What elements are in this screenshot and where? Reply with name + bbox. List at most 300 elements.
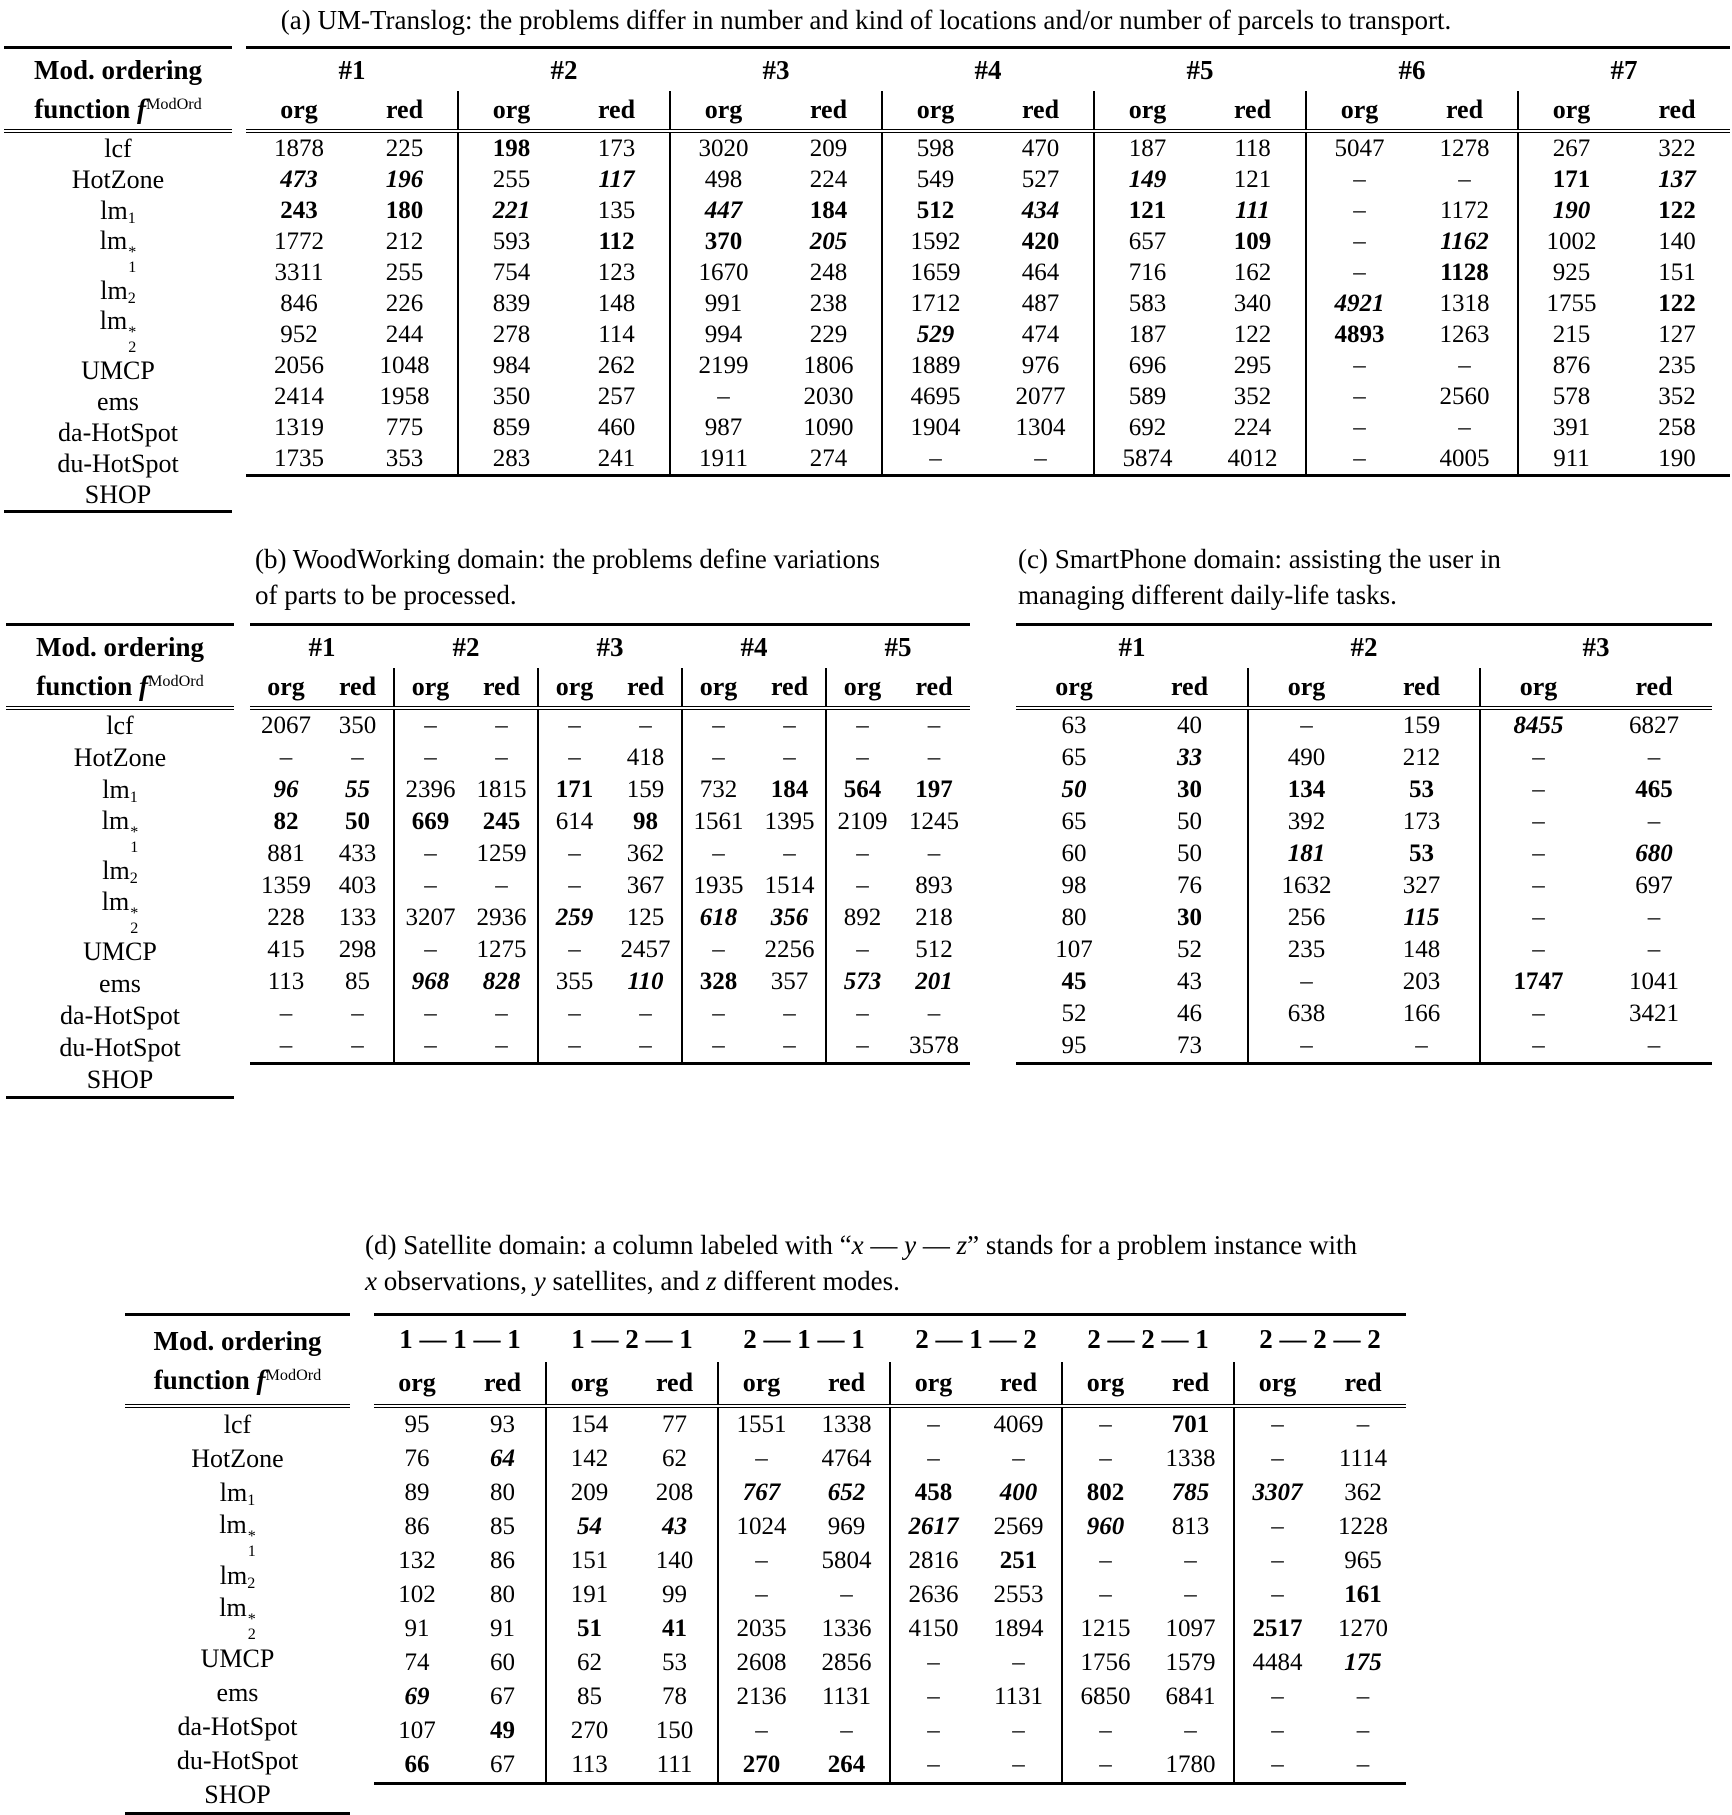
red-header: red	[776, 91, 882, 131]
row-label: ems	[99, 969, 141, 999]
value-cell: 1395	[764, 808, 815, 836]
value-cell: 41	[662, 1615, 687, 1643]
value-cell: 122	[1658, 196, 1696, 224]
dash-cell: –	[1596, 1030, 1712, 1064]
dash-cell: –	[1306, 257, 1412, 288]
dash-cell: –	[890, 1748, 976, 1784]
value-cell: 328	[682, 966, 754, 998]
dash-cell: –	[1480, 1030, 1596, 1064]
dash-cell: –	[1647, 808, 1661, 836]
dash-cell: –	[927, 712, 941, 740]
table-row	[374, 1442, 1406, 1476]
row-label: du-HotSpot	[59, 1033, 181, 1063]
value-cell: 114	[598, 320, 635, 348]
value-cell: 50	[1177, 808, 1202, 836]
value-cell: 813	[1171, 1513, 1210, 1541]
dash-cell: –	[1364, 1030, 1480, 1064]
value-cell: 1304	[1015, 413, 1066, 441]
value-cell: 732	[682, 774, 754, 806]
table-row	[1016, 998, 1712, 1030]
dash-cell: –	[394, 934, 466, 966]
value-cell: 638	[1248, 998, 1364, 1030]
table-row	[246, 226, 1730, 257]
dash-cell: –	[1356, 1411, 1370, 1439]
value-cell: 184	[809, 196, 848, 224]
dash-cell: –	[1356, 1683, 1370, 1711]
value-cell: 53	[1409, 776, 1434, 804]
dash-cell: –	[538, 998, 610, 1030]
dash-cell: –	[670, 381, 776, 412]
value-cell: 589	[1094, 381, 1200, 412]
value-cell: 2199	[670, 350, 776, 381]
value-cell: 208	[655, 1479, 694, 1507]
red-header: red	[1596, 668, 1712, 708]
value-cell: 118	[1234, 134, 1271, 162]
value-cell: 1935	[682, 870, 754, 902]
value-cell: 40	[1177, 712, 1202, 740]
dash-cell: –	[890, 1442, 976, 1476]
row-label: $lm_1$	[100, 195, 136, 227]
value-cell: 278	[458, 319, 564, 350]
value-cell: 86	[490, 1547, 515, 1575]
value-cell: 95	[404, 1411, 430, 1439]
row-label: da-HotSpot	[60, 1001, 180, 1031]
dash-cell: –	[1234, 1406, 1320, 1442]
value-cell: 142	[546, 1442, 632, 1476]
value-cell: 262	[597, 351, 636, 379]
value-cell: 283	[458, 443, 564, 476]
dash-cell: –	[840, 1581, 853, 1609]
dash-cell: –	[1062, 1578, 1148, 1612]
table-row	[250, 998, 970, 1030]
row-label: lm * 2	[101, 887, 139, 937]
value-cell: 1263	[1439, 320, 1490, 348]
dash-cell: –	[1306, 350, 1412, 381]
dash-cell: –	[1306, 381, 1412, 412]
value-cell: 1172	[1439, 196, 1490, 224]
value-cell: 52	[1177, 936, 1202, 964]
value-cell: 1894	[993, 1615, 1044, 1643]
caption-line: x observations, y satellites, and z different modes.	[365, 1266, 900, 1297]
value-cell: 98	[633, 808, 658, 836]
value-cell: 3207	[394, 902, 466, 934]
value-cell: 767	[718, 1476, 804, 1510]
value-cell: 235	[1658, 351, 1696, 379]
dash-cell: –	[976, 1748, 1062, 1784]
value-cell: 135	[597, 196, 636, 224]
value-cell: 191	[546, 1578, 632, 1612]
value-cell: 65	[1061, 744, 1087, 772]
value-cell: 121	[1094, 195, 1200, 226]
value-cell: 1958	[379, 382, 430, 410]
value-cell: 420	[1021, 227, 1060, 255]
row-label: da-HotSpot	[58, 417, 178, 447]
dash-cell: –	[826, 708, 898, 742]
value-cell: 77	[662, 1411, 687, 1439]
value-cell: 86	[404, 1513, 430, 1541]
group-header: #4	[882, 48, 1094, 92]
value-cell: 692	[1094, 412, 1200, 443]
dash-cell: –	[1306, 164, 1412, 195]
dash-cell: –	[1480, 774, 1596, 806]
value-cell: 2816	[890, 1544, 976, 1578]
row-label: lm * 1	[99, 226, 137, 276]
value-cell: 2517	[1234, 1612, 1320, 1646]
dash-cell: –	[1356, 1717, 1370, 1745]
value-cell: 51	[546, 1612, 632, 1646]
value-cell: 2109	[826, 806, 898, 838]
value-cell: 270	[718, 1748, 804, 1784]
group-header: 2 — 2 — 2	[1234, 1315, 1406, 1363]
caption-line: (d) Satellite domain: a column labeled with “x — y — z” stands for a problem instance with	[365, 1230, 1357, 1261]
dash-cell: –	[279, 1000, 293, 1028]
value-cell: 464	[1021, 258, 1060, 286]
value-cell: 3578	[898, 1030, 970, 1064]
value-cell: 1336	[821, 1615, 872, 1643]
dash-cell: –	[682, 934, 754, 966]
value-cell: 965	[1344, 1547, 1382, 1575]
dash-cell: –	[538, 708, 610, 742]
value-cell: 159	[626, 776, 665, 804]
org-header: org	[1518, 91, 1624, 131]
value-cell: 224	[1233, 413, 1272, 441]
dash-cell: –	[826, 870, 898, 902]
section-bc-tables	[0, 623, 1732, 1099]
value-cell: 4764	[821, 1445, 872, 1473]
value-cell: 107	[1055, 936, 1093, 964]
row-label: HotZone	[71, 164, 165, 194]
value-cell: 255	[458, 164, 564, 195]
value-cell: 418	[626, 744, 665, 772]
value-cell: 60	[490, 1649, 515, 1677]
value-cell: 125	[626, 904, 665, 932]
value-cell: 353	[352, 443, 458, 476]
row-label: du-HotSpot	[176, 1746, 299, 1776]
caption-line: (c) SmartPhone domain: assisting the user in	[1018, 544, 1501, 575]
value-cell: 352	[1658, 382, 1696, 410]
value-cell: 785	[1171, 1479, 1210, 1507]
value-cell: 148	[1402, 936, 1441, 964]
value-cell: 911	[1518, 443, 1624, 476]
value-cell: 356	[770, 904, 809, 932]
value-cell: 859	[458, 412, 564, 443]
value-cell: 357	[770, 968, 809, 996]
value-cell: 248	[809, 258, 848, 286]
value-cell: 6827	[1629, 712, 1679, 740]
value-cell: 201	[915, 968, 953, 996]
group-header: #1	[250, 625, 394, 669]
value-cell: 53	[1409, 840, 1434, 868]
value-cell: 180	[385, 196, 424, 224]
org-header: org	[826, 668, 898, 708]
value-cell: 212	[1402, 744, 1441, 772]
value-cell: 66	[374, 1748, 460, 1784]
value-cell: 1245	[909, 808, 959, 836]
value-cell: 987	[670, 412, 776, 443]
value-cell: 171	[538, 774, 610, 806]
red-header: red	[1148, 1362, 1234, 1406]
value-cell: 80	[1061, 904, 1087, 932]
dash-cell: –	[639, 712, 652, 740]
value-cell: 65	[1061, 808, 1087, 836]
dash-cell: –	[682, 708, 754, 742]
red-header: red	[460, 1362, 546, 1406]
row-label: lm * 2	[219, 1593, 256, 1643]
group-header: #1	[1016, 625, 1248, 669]
dash-cell: –	[538, 838, 610, 870]
results-data-table	[1016, 623, 1712, 1065]
value-cell: 270	[546, 1714, 632, 1748]
value-cell: 400	[999, 1479, 1038, 1507]
value-cell: 63	[1061, 712, 1087, 740]
org-header: org	[1248, 668, 1364, 708]
value-cell: 352	[1233, 382, 1272, 410]
value-cell: 2414	[274, 382, 324, 410]
row-label: $lm_1$	[102, 775, 138, 807]
value-cell: 140	[1658, 227, 1696, 255]
value-cell: 85	[345, 968, 370, 996]
value-cell: 1756	[1062, 1646, 1148, 1680]
value-cell: 2396	[394, 774, 466, 806]
value-cell: 173	[597, 134, 636, 162]
value-cell: 362	[1344, 1479, 1382, 1507]
dash-cell: –	[1647, 744, 1661, 772]
value-cell: 50	[1061, 776, 1087, 804]
row-label-table	[6, 623, 234, 1099]
value-cell: 1090	[803, 413, 854, 441]
value-cell: 1659	[882, 257, 988, 288]
value-cell: 99	[662, 1581, 687, 1609]
value-cell: 298	[338, 936, 377, 964]
table-row	[246, 164, 1730, 195]
value-cell: 2035	[718, 1612, 804, 1646]
value-cell: 598	[882, 131, 988, 164]
value-cell: 112	[598, 227, 635, 255]
dash-cell: –	[1012, 1445, 1025, 1473]
value-cell: 33	[1177, 744, 1202, 772]
value-cell: 113	[267, 968, 305, 996]
dash-cell: –	[394, 998, 466, 1030]
value-cell: 969	[827, 1513, 866, 1541]
dash-cell: –	[1062, 1442, 1148, 1476]
dash-cell: –	[682, 742, 754, 774]
value-cell: 4150	[890, 1612, 976, 1646]
value-cell: 1780	[1148, 1748, 1234, 1784]
group-header: #7	[1518, 48, 1730, 92]
value-cell: 1551	[718, 1406, 804, 1442]
results-data-table	[246, 46, 1730, 477]
value-cell: 340	[1233, 289, 1272, 317]
red-header: red	[632, 1362, 718, 1406]
value-cell: 2569	[993, 1513, 1044, 1541]
value-cell: 198	[458, 131, 564, 164]
value-cell: 1215	[1062, 1612, 1148, 1646]
value-cell: 1592	[882, 226, 988, 257]
value-cell: 1097	[1165, 1615, 1216, 1643]
value-cell: 4012	[1200, 443, 1306, 476]
value-cell: 255	[385, 258, 424, 286]
value-cell: 241	[564, 443, 670, 476]
value-cell: 258	[1658, 413, 1696, 441]
dash-cell: –	[1458, 165, 1471, 193]
value-cell: 175	[1344, 1649, 1382, 1677]
value-cell: 5804	[821, 1547, 872, 1575]
value-cell: 115	[1403, 904, 1440, 932]
row-label: UMCP	[200, 1644, 275, 1674]
value-cell: 573	[826, 966, 898, 998]
value-cell: 350	[338, 712, 377, 740]
value-cell: 1275	[476, 936, 527, 964]
table-row	[1016, 1030, 1712, 1064]
value-cell: 209	[809, 134, 848, 162]
value-cell: 893	[915, 872, 953, 900]
table-row	[374, 1544, 1406, 1578]
table-row	[374, 1748, 1406, 1784]
dash-cell: –	[1062, 1544, 1148, 1578]
dash-cell: –	[882, 443, 988, 476]
row-label: SHOP	[6, 1064, 234, 1098]
value-cell: 52	[1061, 1000, 1087, 1028]
dash-cell: –	[1184, 1717, 1197, 1745]
value-cell: 1712	[882, 288, 988, 319]
value-cell: 6841	[1165, 1683, 1216, 1711]
value-cell: 392	[1248, 806, 1364, 838]
dash-cell: –	[840, 1717, 853, 1745]
table-row	[250, 902, 970, 934]
value-cell: 151	[546, 1544, 632, 1578]
value-cell: 4695	[882, 381, 988, 412]
value-cell: 839	[458, 288, 564, 319]
value-cell: 134	[1248, 774, 1364, 806]
value-cell: 403	[338, 872, 377, 900]
mod-ordering-header: Mod. ordering function f$^{ModOrd}$	[125, 1315, 350, 1407]
dash-cell: –	[351, 1000, 364, 1028]
table-row	[246, 381, 1730, 412]
table-d	[374, 1313, 1406, 1785]
org-header: org	[718, 1362, 804, 1406]
red-header: red	[466, 668, 538, 708]
table-row	[250, 966, 970, 998]
value-cell: 697	[1635, 872, 1673, 900]
dash-cell: –	[1012, 1649, 1025, 1677]
table-row	[246, 412, 1730, 443]
row-label: lm * 2	[99, 306, 137, 356]
value-cell: 614	[538, 806, 610, 838]
red-header: red	[1624, 91, 1730, 131]
value-cell: 4069	[993, 1411, 1044, 1439]
value-cell: 78	[662, 1683, 687, 1711]
value-cell: 391	[1518, 412, 1624, 443]
sup-sub: * 1	[247, 1528, 256, 1560]
value-cell: 190	[1624, 443, 1730, 476]
value-cell: 583	[1094, 288, 1200, 319]
table-row	[246, 195, 1730, 226]
value-cell: 50	[345, 808, 370, 836]
value-cell: 91	[490, 1615, 515, 1643]
value-cell: 490	[1248, 742, 1364, 774]
table-row	[1016, 806, 1712, 838]
red-header: red	[988, 91, 1094, 131]
org-header: org	[1480, 668, 1596, 708]
value-cell: 43	[1177, 968, 1202, 996]
group-header: #2	[458, 48, 670, 92]
row-label: ems	[97, 386, 139, 416]
table-row	[246, 288, 1730, 319]
table-row	[374, 1578, 1406, 1612]
value-cell: 133	[338, 904, 377, 932]
row-label: $lm_1$	[219, 1478, 256, 1510]
value-cell: 221	[458, 195, 564, 226]
value-cell: 5874	[1094, 443, 1200, 476]
value-cell: 846	[280, 289, 318, 317]
section-d-tables	[125, 1313, 1732, 1815]
value-cell: 122	[1233, 320, 1272, 348]
dash-cell: –	[1458, 351, 1471, 379]
paper-page	[0, 2, 1732, 1810]
value-cell: 322	[1658, 134, 1696, 162]
dash-cell: –	[890, 1406, 976, 1442]
value-cell: 91	[404, 1615, 430, 1643]
group-header: #2	[394, 625, 538, 669]
value-cell: 2856	[821, 1649, 872, 1677]
value-cell: 1889	[882, 350, 988, 381]
value-cell: 1162	[1440, 227, 1489, 255]
dash-cell: –	[1480, 998, 1596, 1030]
value-cell: 680	[1635, 840, 1673, 868]
value-cell: 45	[1061, 968, 1087, 996]
group-header: 1 — 2 — 1	[546, 1315, 718, 1363]
value-cell: 473	[280, 165, 318, 193]
value-cell: 228	[267, 904, 305, 932]
dash-cell: –	[890, 1680, 976, 1714]
value-cell: 62	[662, 1445, 687, 1473]
value-cell: 181	[1248, 838, 1364, 870]
value-cell: 226	[385, 289, 424, 317]
value-cell: 121	[1233, 165, 1272, 193]
value-cell: 1579	[1165, 1649, 1216, 1677]
value-cell: 1128	[1440, 258, 1489, 286]
dash-cell: –	[394, 742, 466, 774]
value-cell: 2636	[890, 1578, 976, 1612]
table-row	[1016, 838, 1712, 870]
value-cell: 2056	[274, 351, 324, 379]
value-cell: 549	[882, 164, 988, 195]
value-cell: 434	[1021, 196, 1060, 224]
value-cell: 1632	[1248, 870, 1364, 902]
group-header: #3	[670, 48, 882, 92]
dash-cell: –	[826, 934, 898, 966]
org-header: org	[246, 91, 352, 131]
value-cell: 976	[1021, 351, 1060, 379]
value-cell: 2030	[803, 382, 854, 410]
value-cell: 245	[482, 808, 521, 836]
value-cell: 251	[999, 1547, 1038, 1575]
table-row	[246, 443, 1730, 476]
value-cell: 1514	[764, 872, 815, 900]
group-header: 2 — 2 — 1	[1062, 1315, 1234, 1363]
table-row	[374, 1476, 1406, 1510]
value-cell: 3311	[274, 258, 324, 286]
dash-cell: –	[1647, 904, 1661, 932]
row-label: SHOP	[4, 479, 232, 512]
value-cell: 54	[546, 1510, 632, 1544]
value-cell: 1318	[1439, 289, 1490, 317]
dash-cell: –	[1012, 1717, 1025, 1745]
dash-cell: –	[538, 742, 610, 774]
value-cell: 171	[1518, 164, 1624, 195]
dash-cell: –	[1306, 226, 1412, 257]
value-cell: 150	[655, 1717, 694, 1745]
